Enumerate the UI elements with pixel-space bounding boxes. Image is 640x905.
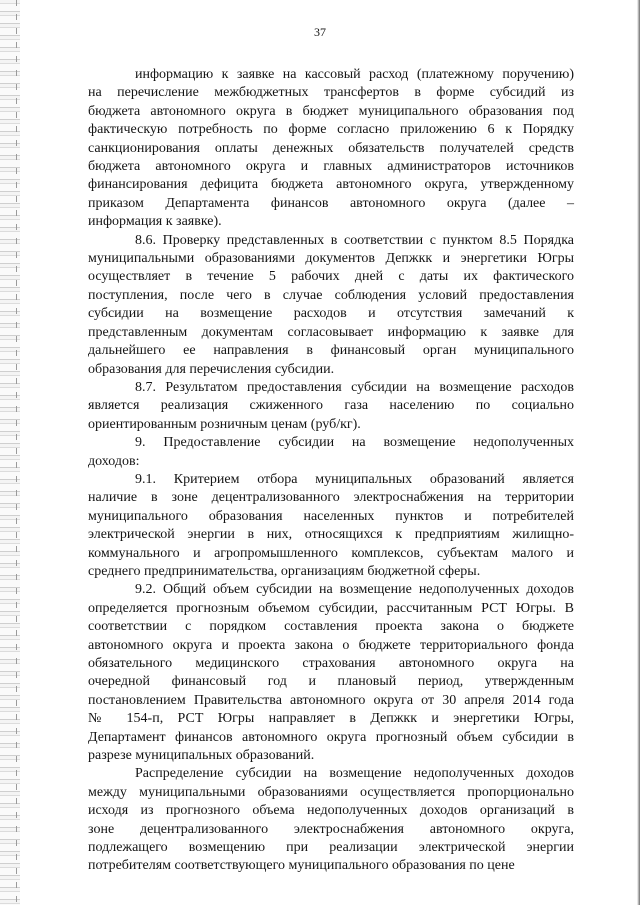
paragraph-1-line-3: бюджета автономного округа в бюджет муниципального образования под bbox=[88, 103, 574, 119]
paragraph-1-line-8: приказом Департамента финансов автономного округа (далее – bbox=[88, 195, 574, 211]
paragraph-2-line-2: муниципальными образованиями документов Депжкк и энергетики Югры bbox=[88, 251, 574, 267]
paragraph-5-line-1: 9.1. Критерием отбора муниципальных образований является bbox=[135, 471, 574, 487]
paragraph-2-line-4: поступления, после чего в случае соблюдения условий предоставления bbox=[88, 287, 574, 303]
paragraph-6-line-2: определяется прогнозным объемом субсидии, рассчитанным РСТ Югры. В bbox=[88, 600, 574, 616]
paragraph-1-line-2: на перечисление межбюджетных трансфертов в форме субсидий из bbox=[88, 85, 574, 101]
paragraph-6-line-10: разрезе муниципальных образований. bbox=[88, 748, 315, 764]
paragraph-2-line-3: осуществляет в течение 5 рабочих дней с даты их фактического bbox=[88, 269, 574, 285]
paragraph-4-line-1: 9. Предоставление субсидии на возмещение недополученных bbox=[135, 435, 574, 451]
paragraph-2-line-6: представленным документам согласовывает информацию к заявке для bbox=[88, 324, 574, 340]
paragraph-1-line-4: фактическую потребность по форме согласно приложению 6 к Порядку bbox=[88, 122, 574, 138]
paragraph-2-line-1: 8.6. Проверку представленных в соответствии с пунктом 8.5 Порядка bbox=[135, 232, 574, 248]
paragraph-6-line-5: обязательного медицинского страхования автономного округа на bbox=[88, 656, 574, 671]
paragraph-5-line-3: муниципального образования населенных пунктов и потребителей bbox=[88, 508, 574, 524]
paragraph-6-line-6: очередной финансовый год и плановый период, утвержденным bbox=[88, 674, 574, 690]
paragraph-1-line-9: информация к заявке). bbox=[88, 214, 222, 230]
paragraph-7-line-1: Распределение субсидии на возмещение недополученных доходов bbox=[135, 766, 574, 782]
paragraph-1-line-5: санкционирования оплаты денежных обязательств получателей средств bbox=[88, 140, 574, 156]
paragraph-2-line-5: субсидии на возмещение расходов и отсутствия замечаний к bbox=[88, 306, 574, 322]
paragraph-6-line-8: № 154-п, РСТ Югры направляет в Депжкк и энергетики Югры, bbox=[88, 711, 574, 727]
paragraph-6-line-9: Департамент финансов автономного округа прогнозный объем субсидии в bbox=[88, 729, 574, 745]
paragraph-5-line-5: коммунального и агропромышленного комплексов, субъектам малого и bbox=[88, 545, 574, 561]
paragraph-6-line-3: соответствии с порядком составления проекта закона о бюджете bbox=[88, 619, 574, 635]
paragraph-6-line-1: 9.2. Общий объем субсидии на возмещение недополученных доходов bbox=[135, 582, 574, 598]
scan-left-edge bbox=[0, 0, 20, 905]
document-body bbox=[88, 66, 574, 876]
paragraph-2-line-8: образования для перечисления субсидии. bbox=[88, 361, 335, 377]
paragraph-5-line-6: среднего предпринимательства, организациям бюджетной сферы. bbox=[88, 563, 481, 579]
paragraph-5-line-4: электрической энергии в них, относящихся к предприятиям жилищно- bbox=[88, 527, 574, 543]
paragraph-5-line-2: наличие в зоне децентрализованного электроснабжения на территории bbox=[88, 490, 574, 506]
paragraph-3-line-1: 8.7. Результатом предоставления субсидии на возмещение расходов bbox=[135, 379, 574, 395]
paragraph-7-line-2: между муниципальными образованиями осуществляется пропорционально bbox=[88, 784, 574, 800]
page-number: 37 bbox=[314, 25, 326, 39]
paragraph-1-line-1: информацию к заявке на кассовый расход (платежному поручению) bbox=[135, 67, 574, 82]
paragraph-1-line-7: финансирования дефицита бюджета автономного округа, утвержденному bbox=[88, 177, 574, 193]
paragraph-4-line-2: доходов: bbox=[88, 453, 140, 469]
paragraph-3-line-3: ориентированным розничным ценам (руб/кг). bbox=[88, 416, 361, 432]
paragraph-7-line-4: зоне децентрализованного электроснабжения автономного округа, bbox=[88, 821, 574, 837]
paragraph-6-line-7: постановлением Правительства автономного округа от 30 апреля 2014 года bbox=[88, 692, 574, 708]
paragraph-3-line-2: является реализация сжиженного газа населению по социально bbox=[88, 398, 574, 414]
paragraph-7-line-3: исходя из прогнозного объема недополученных доходов организаций в bbox=[88, 803, 574, 819]
paragraph-1-line-6: бюджета автономного округа и главных администраторов источников bbox=[88, 159, 574, 175]
paragraph-6-line-4: автономного округа и проекта закона о бюджете территориального фонда bbox=[88, 637, 574, 653]
paragraph-7-line-5: подлежащего возмещению при реализации электрической энергии bbox=[88, 840, 574, 856]
paragraph-2-line-7: дальнейшего ее направления в финансовый орган муниципального bbox=[88, 343, 574, 359]
paragraph-7-line-6: потребителям соответствующего муниципального образования по цене bbox=[88, 858, 515, 874]
